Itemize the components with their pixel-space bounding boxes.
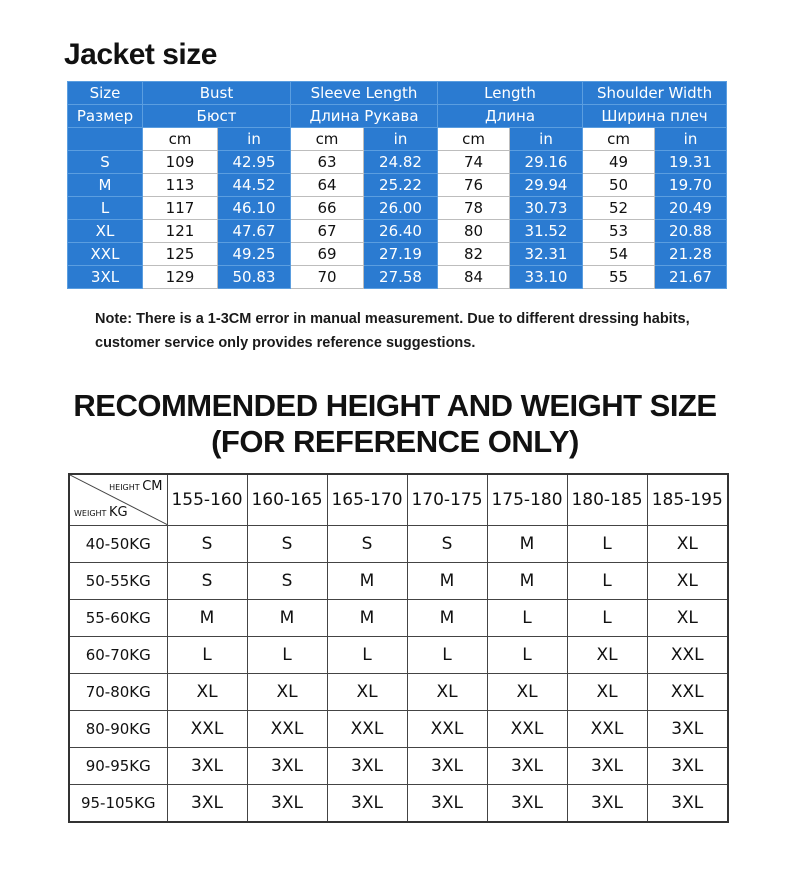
size-label: M [68,174,143,197]
weight-row [69,711,728,748]
recommended-size: 3XL [247,748,327,785]
value-in: 26.00 [364,197,438,220]
recommended-size: 3XL [567,785,647,823]
value-cm: 54 [583,243,655,266]
value-in: 27.58 [364,266,438,289]
recommended-size: 3XL [647,711,728,748]
weight-range: 80-90KG [69,711,167,748]
recommended-size: XXL [567,711,647,748]
weight-row [69,748,728,785]
value-cm: 52 [583,197,655,220]
value-cm: 53 [583,220,655,243]
header-size-ru: Размер [68,105,143,128]
recommended-size: L [407,637,487,674]
recommended-size: L [487,600,567,637]
recommended-size: L [167,637,247,674]
weight-range: 55-60KG [69,600,167,637]
size-label: XL [68,220,143,243]
recommended-size: XL [487,674,567,711]
value-cm: 69 [291,243,364,266]
value-in: 31.52 [510,220,583,243]
recommended-size: XXL [247,711,327,748]
recommended-size: M [327,563,407,600]
size-row [68,197,727,220]
weight-row [69,563,728,600]
value-in: 29.94 [510,174,583,197]
corner-weight-label: WEIGHT KG [74,505,128,520]
value-cm: 84 [438,266,510,289]
recommended-size: M [167,600,247,637]
recommended-size: M [407,600,487,637]
recommended-size: L [567,563,647,600]
value-in: 20.88 [655,220,727,243]
header-length: Length [438,82,583,105]
recommended-size: XXL [647,637,728,674]
value-cm: 64 [291,174,364,197]
weight-range: 90-95KG [69,748,167,785]
value-in: 19.31 [655,151,727,174]
value-in: 24.82 [364,151,438,174]
recommended-size: XXL [487,711,567,748]
recommended-size: 3XL [567,748,647,785]
unit-in: in [510,128,583,151]
value-in: 20.49 [655,197,727,220]
value-cm: 70 [291,266,364,289]
recommended-size: XL [407,674,487,711]
value-cm: 76 [438,174,510,197]
value-cm: 117 [143,197,218,220]
recommended-size: L [487,637,567,674]
value-in: 30.73 [510,197,583,220]
height-range: 175-180 [487,474,567,526]
recommended-size: 3XL [647,748,728,785]
value-cm: 82 [438,243,510,266]
height-range: 180-185 [567,474,647,526]
height-range: 155-160 [167,474,247,526]
recommended-size: 3XL [247,785,327,823]
value-cm: 55 [583,266,655,289]
value-in: 47.67 [218,220,291,243]
recommended-size: M [327,600,407,637]
header-shoulder-width-ru: Ширина плеч [583,105,727,128]
recommended-size: M [487,526,567,563]
height-range: 170-175 [407,474,487,526]
value-in: 33.10 [510,266,583,289]
value-in: 49.25 [218,243,291,266]
value-in: 32.31 [510,243,583,266]
recommended-size: 3XL [327,785,407,823]
recommended-size: S [247,563,327,600]
weight-row [69,785,728,823]
weight-row [69,674,728,711]
recommended-size: 3XL [407,785,487,823]
height-range: 160-165 [247,474,327,526]
weight-row [69,600,728,637]
recommended-size: 3XL [487,748,567,785]
weight-range: 95-105KG [69,785,167,823]
value-in: 26.40 [364,220,438,243]
value-cm: 125 [143,243,218,266]
value-in: 21.28 [655,243,727,266]
unit-row [68,128,727,151]
recommended-size: XL [647,600,728,637]
value-cm: 66 [291,197,364,220]
recommended-size: M [247,600,327,637]
weight-range: 60-70KG [69,637,167,674]
recommended-size: XXL [327,711,407,748]
height-range: 165-170 [327,474,407,526]
recommended-size: 3XL [167,748,247,785]
value-cm: 63 [291,151,364,174]
header-row-en [68,82,727,105]
value-in: 44.52 [218,174,291,197]
unit-in: in [364,128,438,151]
recommended-size: 3XL [487,785,567,823]
weight-row [69,526,728,563]
unit-in: in [655,128,727,151]
recommended-size: M [407,563,487,600]
recommended-size: S [247,526,327,563]
recommended-size: 3XL [167,785,247,823]
value-cm: 113 [143,174,218,197]
unit-cm: cm [143,128,218,151]
height-weight-table [68,473,729,823]
recommended-size: XL [167,674,247,711]
value-in: 27.19 [364,243,438,266]
recommended-size: L [567,600,647,637]
size-row [68,151,727,174]
weight-range: 40-50KG [69,526,167,563]
recommended-size: 3XL [327,748,407,785]
recommended-size: XL [567,674,647,711]
size-label: S [68,151,143,174]
recommended-size: L [247,637,327,674]
header-sleeve-length: Sleeve Length [291,82,438,105]
header-bust: Bust [143,82,291,105]
value-in: 25.22 [364,174,438,197]
size-row [68,174,727,197]
recommended-size: XL [647,563,728,600]
value-in: 21.67 [655,266,727,289]
recommended-size: S [327,526,407,563]
recommended-size: 3XL [647,785,728,823]
size-row [68,243,727,266]
value-in: 19.70 [655,174,727,197]
header-length-ru: Длина [438,105,583,128]
recommended-size: XL [567,637,647,674]
value-cm: 67 [291,220,364,243]
recommended-size: XL [327,674,407,711]
value-cm: 109 [143,151,218,174]
unit-cm: cm [438,128,510,151]
value-in: 50.83 [218,266,291,289]
recommended-size: S [167,526,247,563]
unit-in: in [218,128,291,151]
corner-height-label: HEIGHT CM [109,479,163,494]
recommend-subtitle: (FOR REFERENCE ONLY) [211,424,579,459]
size-row [68,266,727,289]
height-range: 185-195 [647,474,728,526]
recommend-title: RECOMMENDED HEIGHT AND WEIGHT SIZE [73,388,717,423]
value-in: 29.16 [510,151,583,174]
header-shoulder-width: Shoulder Width [583,82,727,105]
value-in: 46.10 [218,197,291,220]
weight-range: 50-55KG [69,563,167,600]
header-sleeve-length-ru: Длина Рукава [291,105,438,128]
recommended-size: XXL [647,674,728,711]
size-label: L [68,197,143,220]
recommended-size: S [407,526,487,563]
jacket-size-title: Jacket size [64,38,217,71]
header-size: Size [68,82,143,105]
weight-range: 70-80KG [69,674,167,711]
recommended-size: XL [247,674,327,711]
size-label: 3XL [68,266,143,289]
value-cm: 121 [143,220,218,243]
height-header-row [69,474,728,526]
recommended-size: XXL [407,711,487,748]
weight-row [69,637,728,674]
unit-blank [68,128,143,151]
recommended-size: M [487,563,567,600]
value-cm: 74 [438,151,510,174]
recommended-size: S [167,563,247,600]
header-row-ru [68,105,727,128]
measurement-note: Note: There is a 1-3CM error in manual measurement. Due to different dressing habits, customer service only provides reference suggestions. [95,311,690,351]
size-row [68,220,727,243]
recommended-size: L [327,637,407,674]
unit-cm: cm [583,128,655,151]
recommended-size: 3XL [407,748,487,785]
value-cm: 50 [583,174,655,197]
header-bust-ru: Бюст [143,105,291,128]
unit-cm: cm [291,128,364,151]
size-label: XXL [68,243,143,266]
value-cm: 129 [143,266,218,289]
value-cm: 80 [438,220,510,243]
recommended-size: XXL [167,711,247,748]
recommended-size: L [567,526,647,563]
value-cm: 78 [438,197,510,220]
recommended-size: XL [647,526,728,563]
corner-cell [69,474,167,526]
value-in: 42.95 [218,151,291,174]
value-cm: 49 [583,151,655,174]
jacket-size-table [67,81,727,289]
